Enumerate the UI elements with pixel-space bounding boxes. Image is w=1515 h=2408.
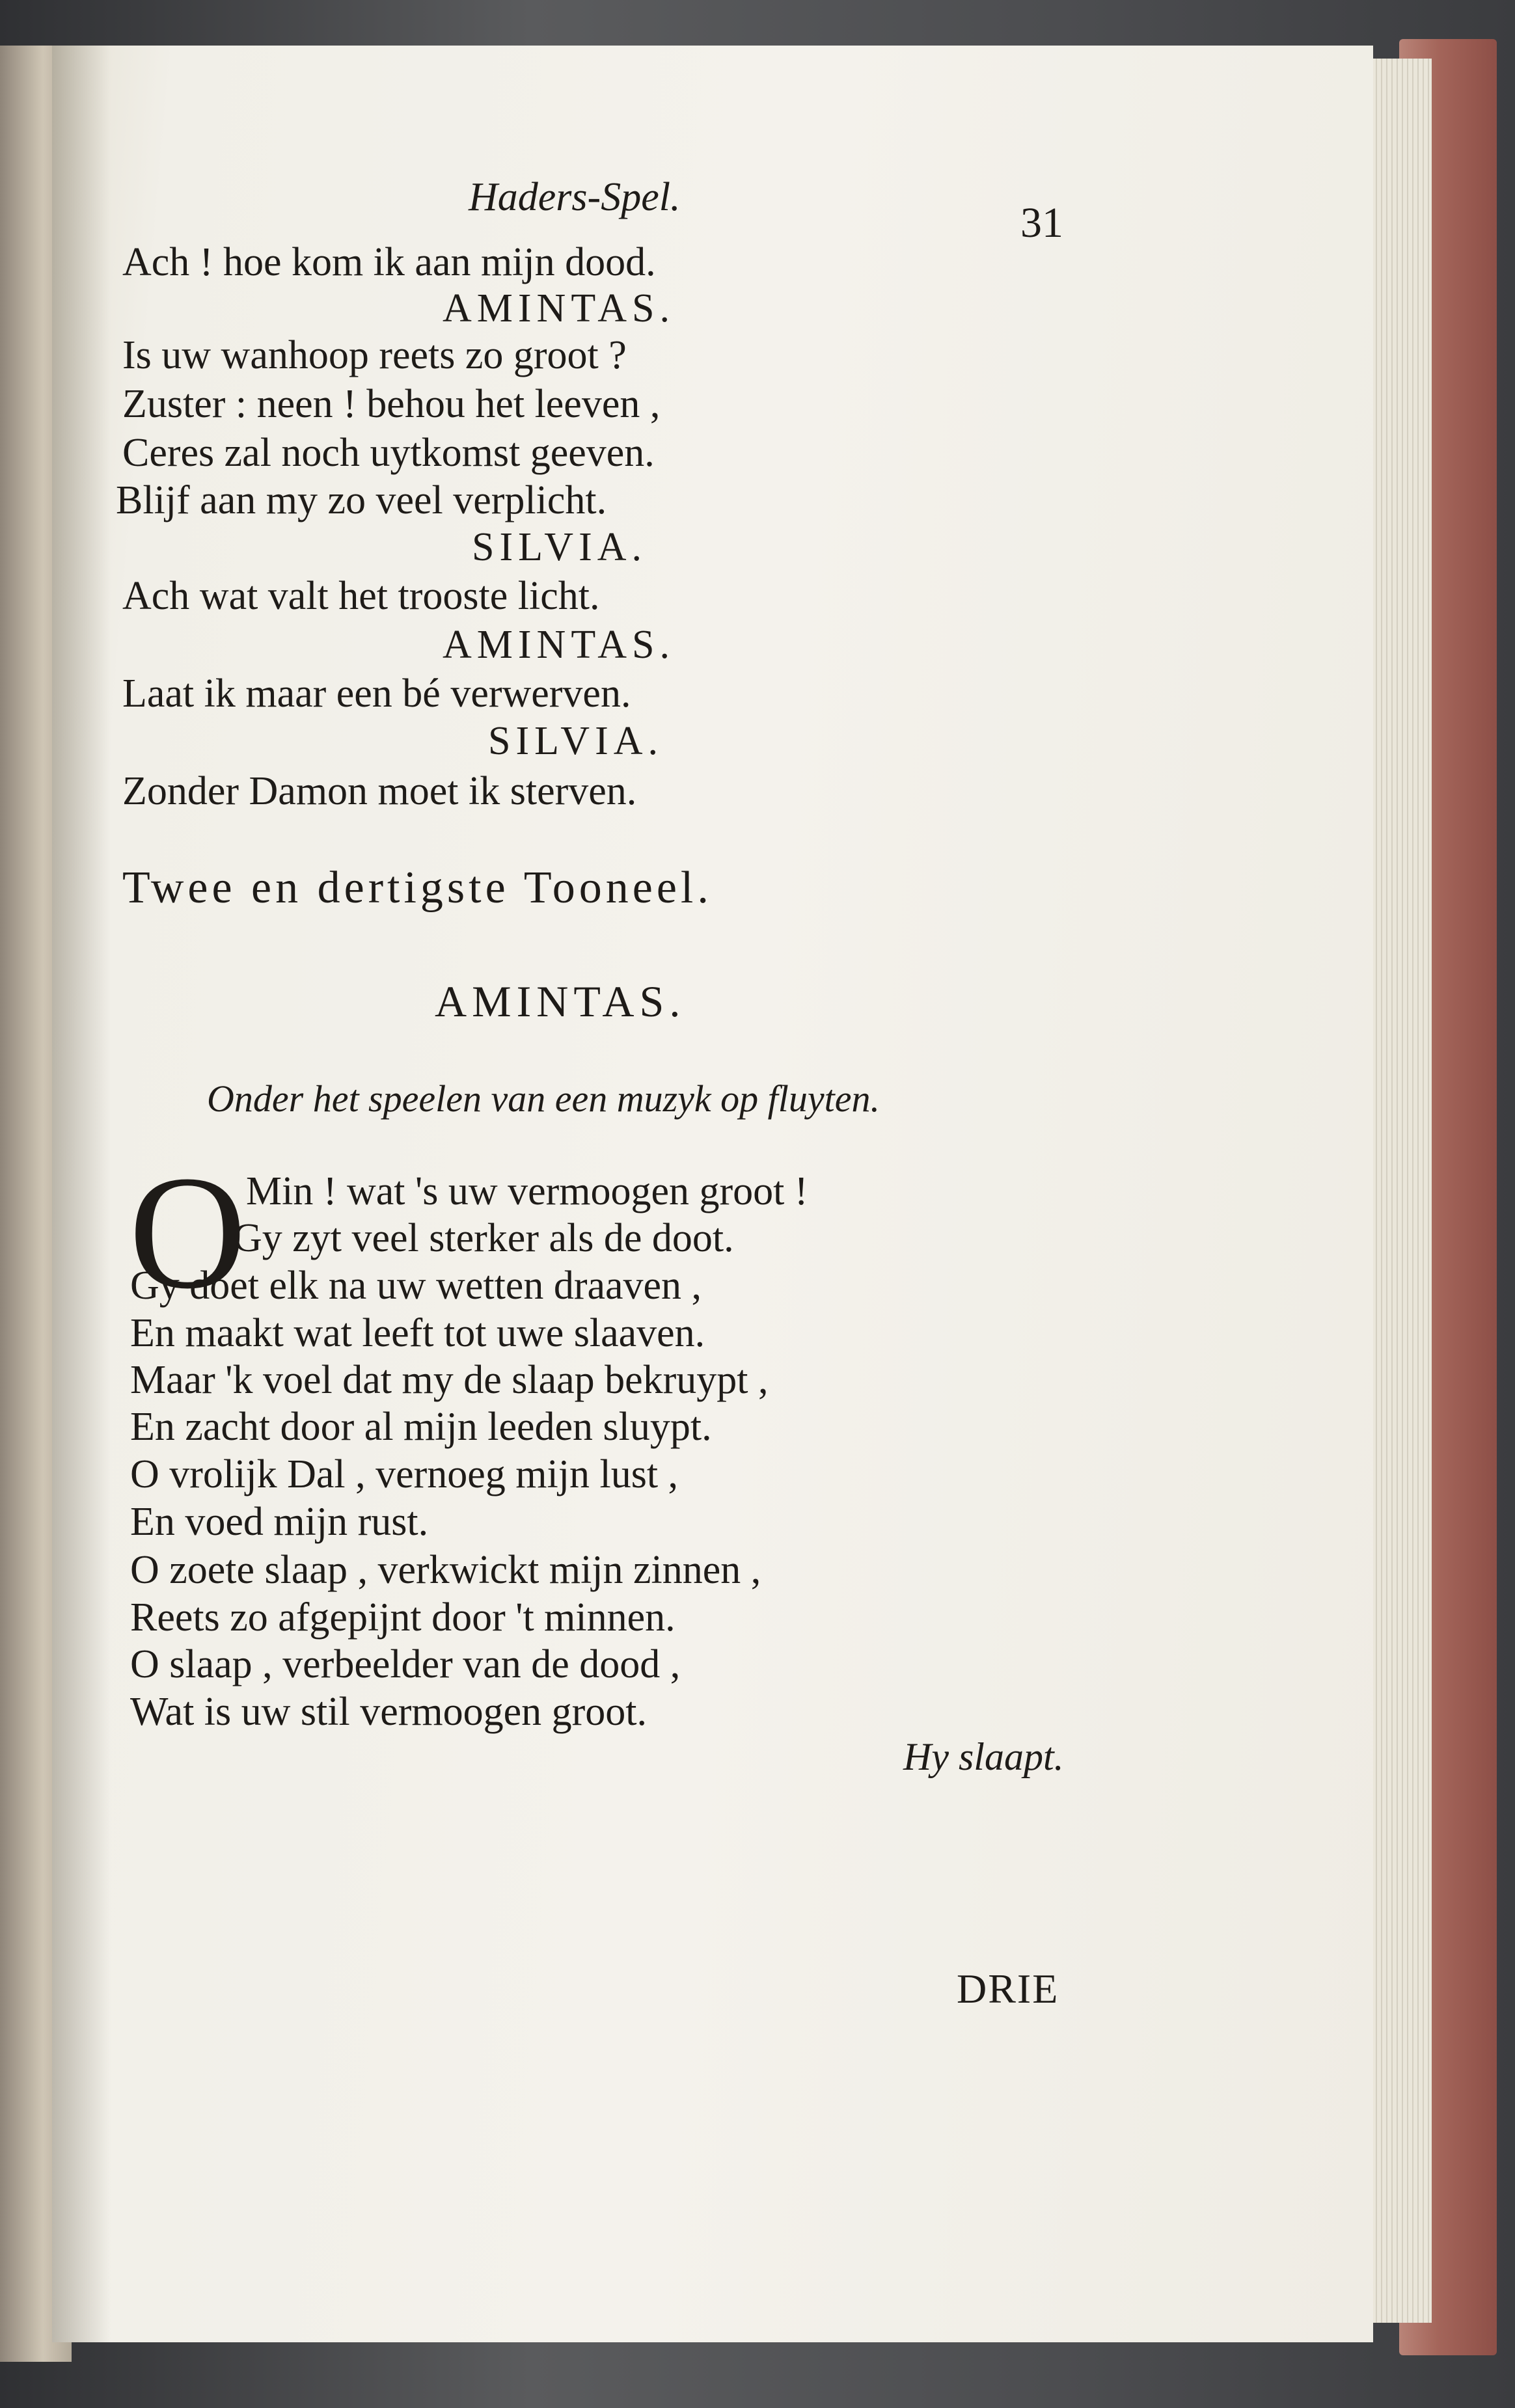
speaker-name: AMINTAS.: [443, 623, 675, 667]
verse-line: Min ! wat 's uw vermoogen groot !: [246, 1169, 808, 1213]
verse-line: En voed mijn rust.: [130, 1500, 429, 1544]
speaker-name: SILVIA.: [488, 719, 664, 763]
running-title: Haders-Spel.: [469, 175, 681, 219]
verse-line: En zacht door al mijn leeden sluypt.: [130, 1405, 712, 1449]
speaker-name: AMINTAS.: [443, 286, 675, 331]
drop-cap-initial: O: [129, 1143, 247, 1323]
verse-line: O slaap , verbeelder van de dood ,: [130, 1642, 681, 1686]
verse-line: Ach wat valt het trooste licht.: [122, 574, 600, 618]
exit-direction: Hy slaapt.: [903, 1735, 1064, 1778]
verse-line: En maakt wat leeft tot uwe slaaven.: [130, 1311, 705, 1355]
scene-speaker: AMINTAS.: [435, 977, 686, 1026]
verse-line: Ceres zal noch uytkomst geeven.: [122, 431, 655, 475]
verse-line: Reets zo afgepijnt door 't minnen.: [130, 1595, 676, 1640]
scene-title: Twee en dertigste Tooneel.: [122, 863, 713, 913]
verse-line: Gy zyt veel sterker als de doot.: [233, 1216, 734, 1260]
catchword: DRIE: [957, 1966, 1059, 2012]
page-number: 31: [1020, 199, 1063, 247]
speaker-name: SILVIA.: [472, 525, 648, 569]
verse-line: Ach ! hoe kom ik aan mijn dood.: [122, 240, 656, 284]
verse-line: O zoete slaap , verkwickt mijn zinnen ,: [130, 1548, 761, 1592]
verse-line: O vrolijk Dal , vernoeg mijn lust ,: [130, 1452, 679, 1496]
verse-line: Wat is uw stil vermoogen groot.: [130, 1690, 648, 1734]
verse-line: Blijf aan my zo veel verplicht.: [116, 478, 607, 522]
stage-direction: Onder het speelen van een muzyk op fluyten.: [207, 1077, 880, 1120]
verse-line: Zuster : neen ! behou het leeven ,: [122, 382, 661, 426]
page-gutter-shadow: [52, 46, 111, 2342]
verse-line: Zonder Damon moet ik sterven.: [122, 769, 637, 813]
verse-line: Is uw wanhoop reets zo groot ?: [122, 333, 627, 377]
verse-line: Laat ik maar een bé verwerven.: [122, 671, 631, 716]
verse-line: Maar 'k voel dat my de slaap bekruypt ,: [130, 1358, 769, 1402]
verse-line: Gy doet elk na uw wetten draaven ,: [130, 1264, 702, 1308]
